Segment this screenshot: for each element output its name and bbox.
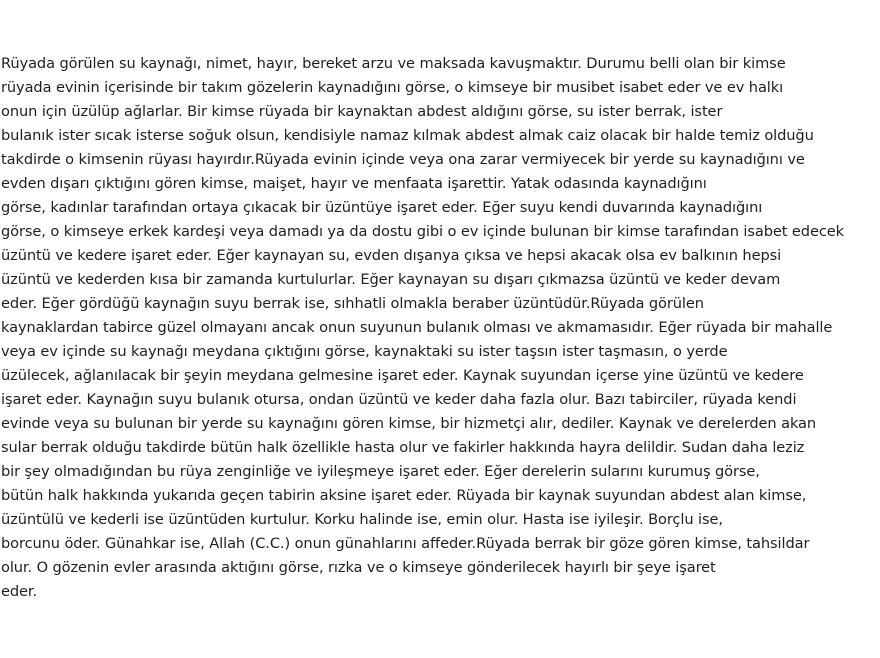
text-line: bir şey olmadığından bu rüya zenginliğe ve iyileşmeye işaret eder. Eğer derelerin sularını kurumuş görse, <box>1 463 760 480</box>
text-line: üzüntü ve kedere işaret eder. Eğer kaynayan su, evden dışanya çıksa ve hepsi akacak olsa ev balkının hepsi <box>1 247 782 264</box>
text-line: takdirde o kimsenin rüyası hayırdır.Rüyada evinin içinde veya ona zarar vermiyecek bir yerde su kaynadığını ve <box>1 151 805 168</box>
text-line: üzüntü ve kederden kısa bir zamanda kurtulurlar. Eğer kaynayan su dışarı çıkmazsa üzüntü ve keder devam <box>1 271 781 288</box>
text-line: Rüyada görülen su kaynağı, nimet, hayır, bereket arzu ve maksada kavuşmaktır. Durumu belli olan bir kimse <box>1 55 786 72</box>
text-line: veya ev içinde su kaynağı meydana çıktığını görse, kaynaktaki su ister taşsın ister taşmasın, o yerde <box>1 343 728 360</box>
text-line: evden dışarı çıktığını gören kimse, maişet, hayır ve menfaata işarettir. Yatak odasında kaynadığını <box>1 175 707 192</box>
text-line: rüyada evinin içerisinde bir takım gözelerin kaynadığını görse, o kimseye bir musibet isabet eder ve ev halkı <box>1 79 784 96</box>
text-line: görse, o kimseye erkek kardeşi veya damadı ya da dostu gibi o ev içinde bulunan bir kimse tarafından isabet edecek <box>1 223 844 240</box>
text-line: eder. Eğer gördüğü kaynağın suyu berrak ise, sıhhatli olmakla beraber üzüntüdür.Rüyada görülen <box>1 295 704 312</box>
text-line: onun için üzülüp ağlarlar. Bir kimse rüyada bir kaynaktan abdest aldığını görse, su ister berrak, ister <box>1 103 723 120</box>
text-line: bütün halk hakkında yukarıda geçen tabirin aksine işaret eder. Rüyada bir kaynak suyundan abdest alan kimse, <box>1 487 807 504</box>
text-line: bulanık ister sıcak isterse soğuk olsun, kendisiyle namaz kılmak abdest almak caiz olacak bir halde temiz olduğu <box>1 127 814 144</box>
text-line: olur. O gözenin evler arasında aktığını görse, rızka ve o kimseye gönderilecek hayırlı bir şeye işaret <box>1 559 716 576</box>
text-line: üzülecek, ağlanılacak bir şeyin meydana gelmesine işaret eder. Kaynak suyundan içerse yine üzüntü ve kedere <box>1 367 804 384</box>
text-line: sular berrak olduğu takdirde bütün halk özellikle hasta olur ve fakirler hakkında hayra delildir. Sudan daha leziz <box>1 439 805 456</box>
text-line: görse, kadınlar tarafından ortaya çıkacak bir üzüntüye işaret eder. Eğer suyu kendi duvarında kaynadığını <box>1 199 763 216</box>
text-line: işaret eder. Kaynağın suyu bulanık otursa, ondan üzüntü ve keder daha fazla olur. Bazı tabirciler, rüyada kendi <box>1 391 797 408</box>
text-line: kaynaklardan tabirce güzel olmayanı ancak onun suyunun bulanık olması ve akmamasıdır. Eğer rüyada bir mahalle <box>1 319 833 336</box>
text-line: üzüntülü ve kederli ise üzüntüden kurtulur. Korku halinde ise, emin olur. Hasta ise iyileşir. Borçlu ise, <box>1 511 723 528</box>
text-line: eder. <box>1 583 38 600</box>
document-body <box>1 52 879 604</box>
text-line: borcunu öder. Günahkar ise, Allah (C.C.) onun günahlarını affeder.Rüyada berrak bir göze gören kimse, tahsildar <box>1 535 810 552</box>
text-line: evinde veya su bulunan bir yerde su kaynağını gören kimse, bir hizmetçi alır, dediler. Kaynak ve derelerden akan <box>1 415 817 432</box>
